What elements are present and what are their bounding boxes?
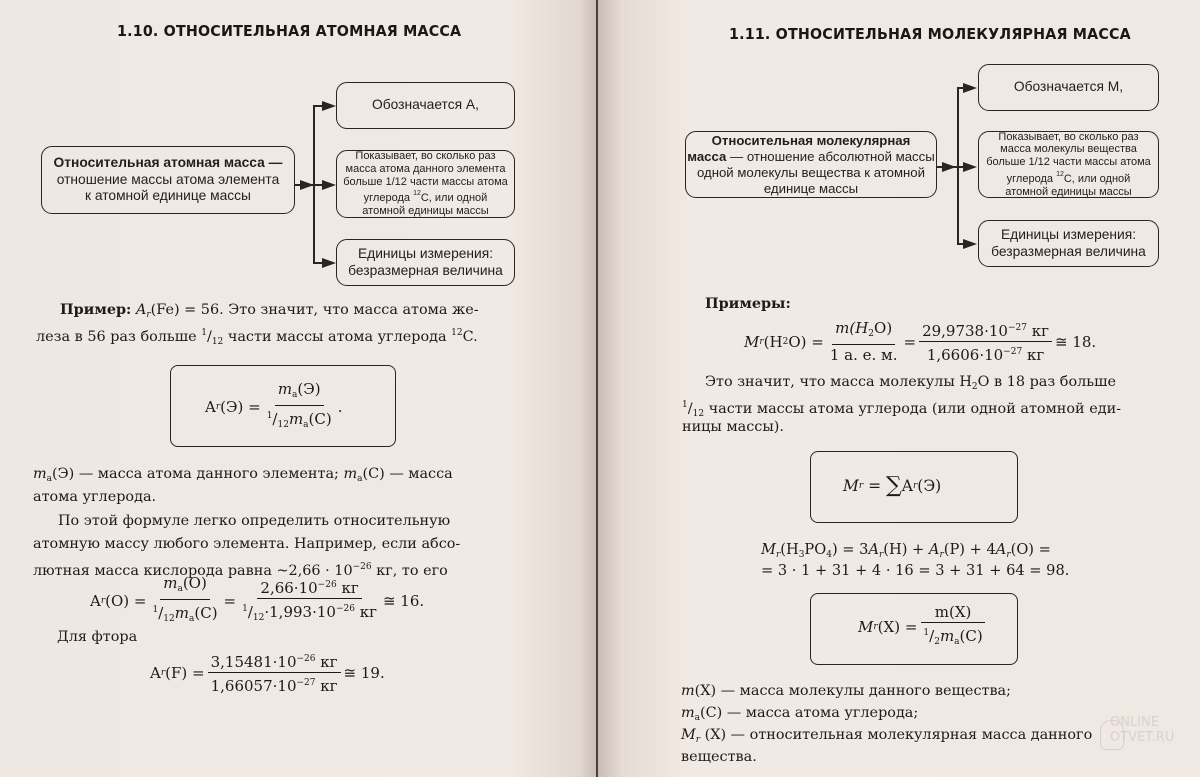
fraction: [920, 603, 985, 651]
formula-text: (Э) =: [220, 398, 261, 416]
meaning-text: углерода: [1006, 172, 1057, 185]
symbol: m: [33, 466, 47, 482]
formula-text: (O): [182, 574, 207, 592]
formula-text: m(H: [835, 319, 869, 337]
fraction-denominator: 12: [211, 337, 224, 347]
explanation-text: части массы атома углерода (или одной атомной еди-: [704, 401, 1122, 417]
legend-line-2: атома углерода.: [33, 489, 157, 505]
explanation-text: O в 18 раз больше: [977, 374, 1116, 390]
formula-text: (H: [763, 332, 783, 351]
example-text: части массы атома углерода: [223, 329, 452, 345]
fluorine-label: Для фтора: [57, 629, 138, 645]
formula-text: (Э): [297, 380, 321, 398]
watermark-line: ONLINE: [1110, 715, 1159, 730]
paragraph-text: лютная масса кислорода равна ~2,66 · 10: [33, 563, 353, 579]
formula-text: (C): [194, 604, 218, 622]
definition-line: единице массы: [763, 180, 859, 196]
exponent: −27: [1007, 323, 1027, 333]
arrow-icon: [963, 83, 977, 93]
example-label: Пример:: [60, 301, 132, 318]
subscript: r: [939, 550, 944, 560]
formula-text: 2,66·10: [260, 578, 318, 597]
formula-text: 3,15481·10: [210, 653, 297, 671]
formula-text: 1,66057·10: [210, 677, 297, 695]
subscript: r: [878, 550, 884, 560]
fraction-numerator: 1: [682, 400, 688, 410]
exponent: −26: [352, 562, 372, 572]
subscript: r: [912, 480, 918, 491]
units-line: безразмерная величина: [991, 243, 1146, 259]
units-line: безразмерная величина: [348, 262, 503, 278]
subscript: r: [146, 310, 151, 320]
legend-text: (Э) — масса атома данного элемента;: [52, 466, 344, 482]
subscript: r: [759, 336, 764, 347]
fraction-denominator: 12: [277, 420, 289, 430]
symbol: M: [681, 727, 696, 743]
symbol: m: [288, 410, 304, 428]
meaning-box: [336, 150, 515, 218]
exponent: −26: [317, 579, 337, 590]
isotope-superscript: 12: [451, 328, 463, 338]
unit: кг: [315, 677, 338, 695]
numerator: [275, 380, 324, 406]
subscript: a: [954, 637, 960, 647]
units-line: Единицы измерения:: [357, 245, 494, 261]
symbol: A: [995, 541, 1007, 558]
legend-text: (C) — масса: [362, 466, 453, 482]
symbol: M: [744, 332, 760, 351]
formula-text: 1,6606·10: [926, 346, 1004, 364]
formula-text: (Э): [917, 476, 942, 495]
fraction: [208, 650, 341, 695]
definition-line: [687, 149, 934, 165]
subscript: a: [177, 584, 183, 594]
subscript: r: [1006, 550, 1011, 560]
notation-text: Обозначается M,: [1013, 79, 1124, 95]
meaning-text: углерода: [363, 192, 414, 205]
meaning-line: больше 1/12 части массы атома: [343, 175, 508, 188]
definition-box: [41, 146, 295, 214]
isotope-superscript: 12: [1056, 170, 1064, 178]
paragraph-line: По этой формуле легко определить относительную: [58, 513, 451, 529]
subscript: 3: [798, 550, 805, 560]
definition-line: к атомной единице массы: [85, 188, 251, 204]
meaning-line: атомной единицы массы: [1005, 185, 1132, 198]
units-box: [978, 220, 1159, 267]
denominator: $^1/_{12}\cdot 1,993\cdot 10^{-26}$ кг: [242, 602, 377, 623]
fraction: [150, 574, 221, 628]
subscript: r: [858, 480, 864, 491]
symbol: A: [135, 302, 147, 318]
denominator: [924, 342, 1047, 364]
fraction-denominator: 12: [163, 614, 175, 624]
formula-text: m(X): [934, 603, 972, 621]
formula-text: (P) + 4: [943, 541, 996, 558]
formula-water: [744, 319, 1096, 364]
example-line-2: леза в 56 раз больше $^1/_{12}$ части массы атома углерода $^{12}$C.: [36, 328, 478, 347]
symbol: m: [343, 466, 358, 482]
subscript: r: [775, 550, 781, 560]
symbol: m: [681, 705, 695, 721]
meaning-box: [978, 131, 1159, 198]
subscript: a: [46, 474, 53, 484]
legend-text: (X) — относительная молекулярная масса данного: [700, 727, 1093, 743]
exponent: −27: [1003, 347, 1023, 357]
meaning-line: больше 1/12 части массы атома: [986, 156, 1151, 169]
formula-text: =: [223, 592, 237, 610]
unit: кг: [1022, 346, 1045, 364]
formula-text: PO: [804, 541, 827, 558]
explanation-text: Это значит, что масса молекулы H: [705, 374, 972, 390]
formula-text: (O) =: [105, 592, 147, 610]
formula-text: (X) =: [877, 618, 918, 636]
unit: кг: [354, 602, 377, 621]
subscript: r: [160, 667, 166, 678]
symbol: A: [205, 398, 216, 416]
fraction-numerator: 1: [201, 328, 207, 338]
notation-text: Обозначается A,: [372, 97, 479, 113]
subscript: r: [100, 596, 106, 606]
meaning-line: масса молекулы вещества: [1000, 143, 1137, 156]
formula-text: 29,9738·10: [922, 322, 1008, 340]
subscript: a: [303, 420, 309, 430]
definition-line: отношение массы атома элемента: [56, 171, 280, 187]
fraction-numerator: 1: [242, 603, 248, 614]
symbol: M: [761, 541, 776, 558]
formula-h3po4-line-2: = 3 · 1 + 31 + 4 · 16 = 3 + 31 + 64 = 98.: [761, 562, 1070, 579]
paragraph-text: кг, то его: [371, 563, 448, 579]
formula-text: (F) =: [165, 663, 205, 682]
denominator: 1 а. е. м.: [829, 346, 898, 364]
definition-text: — отношение абсолютной массы: [726, 148, 935, 164]
section-heading-1-10: 1.10. ОТНОСИТЕЛЬНАЯ АТОМНАЯ МАССА: [117, 22, 462, 40]
formula-result: ≅ 19.: [343, 663, 385, 682]
formula-text: (O) =: [1010, 541, 1051, 558]
subscript: 2: [971, 382, 978, 392]
numerator: [832, 319, 895, 345]
fraction: [264, 380, 335, 434]
unit: кг: [1026, 322, 1049, 340]
numerator: [919, 319, 1052, 342]
fraction-numerator: 1: [923, 628, 930, 638]
fraction-numerator: 1: [266, 411, 273, 421]
numerator: [208, 650, 341, 673]
meaning-line: масса атома данного элемента: [345, 162, 506, 175]
watermark: [1110, 715, 1174, 745]
definition-title: Относительная атомная масса —: [53, 155, 283, 171]
fraction-denominator: 2: [934, 637, 940, 647]
denominator: $^1/_{12}m_a(C)$: [266, 410, 332, 430]
numerator: [160, 574, 210, 600]
subscript: r: [695, 735, 701, 745]
isotope-superscript: 12: [413, 190, 421, 198]
symbol: M: [843, 476, 859, 495]
numerator: [257, 576, 361, 599]
fraction: [239, 576, 380, 627]
symbol: A: [901, 476, 913, 495]
arrow-icon: [963, 239, 977, 249]
example-text: (Fe) = 56. Это значит, что масса атома же-: [150, 302, 479, 318]
subscript: 2: [782, 336, 789, 347]
subscript: 2: [868, 329, 875, 339]
symbol: M: [858, 618, 874, 636]
fraction: [919, 319, 1052, 364]
section-heading-1-11: 1.11. ОТНОСИТЕЛЬНАЯ МОЛЕКУЛЯРНАЯ МАССА: [729, 25, 1131, 43]
meaning-line: Показывает, во сколько раз: [998, 130, 1139, 143]
formula-result: ≅ 16.: [382, 592, 425, 610]
exponent: −26: [335, 603, 355, 614]
meaning-text: C, или одной: [1063, 172, 1131, 185]
sigma-symbol: ∑: [886, 473, 902, 498]
formula-text: =: [863, 476, 887, 495]
symbol: m: [939, 627, 955, 645]
subscript: 4: [826, 550, 832, 560]
arrow-icon: [322, 180, 336, 190]
left-page: [0, 0, 597, 777]
formula-text: .: [337, 398, 343, 416]
fraction-denominator: 12: [252, 612, 265, 623]
symbol: m: [277, 380, 293, 398]
example-text: леза в 56 раз больше: [36, 329, 202, 345]
symbol: A: [868, 541, 879, 558]
explanation-line: $^1/_{12}$ части массы атома углерода (или одной атомной еди-: [682, 400, 1122, 419]
denominator: $^1/_{12}m_a(C)$: [152, 604, 218, 624]
fraction: [827, 319, 901, 364]
arrow-icon: [942, 162, 956, 172]
exponent: −27: [296, 678, 316, 688]
subscript: r: [215, 402, 221, 412]
formula-ar: [205, 380, 343, 434]
unit: кг: [315, 653, 338, 671]
denominator: $^1/_2m_a(C)$: [923, 627, 983, 647]
formula-oxygen: [90, 574, 424, 628]
notation-box: [978, 64, 1159, 111]
definition-line: одной молекулы вещества к атомной: [696, 164, 926, 180]
formula-text: (C): [308, 410, 332, 428]
formula-sum: [843, 473, 941, 498]
arrow-icon: [300, 180, 314, 190]
denominator: [208, 673, 341, 695]
definition-box: [685, 131, 937, 198]
exponent: −26: [296, 654, 316, 664]
formula-text: (H) +: [883, 541, 929, 558]
units-line: Единицы измерения:: [1000, 226, 1137, 242]
meaning-text: C, или одной: [420, 192, 488, 205]
subscript: a: [188, 614, 195, 624]
arrow-icon: [322, 101, 336, 111]
subscript: r: [873, 622, 878, 632]
formula-text: O) =: [788, 332, 824, 351]
examples-label: Примеры:: [705, 295, 791, 312]
formula-result: ≅ 18.: [1054, 332, 1097, 351]
explanation-line: ницы массы).: [682, 419, 784, 435]
symbol: A: [150, 663, 161, 682]
formula-text: =: [903, 332, 917, 351]
formula-text: O): [874, 319, 893, 337]
meaning-line: [986, 169, 1151, 186]
definition-title: Относительная молекулярная: [711, 132, 911, 148]
symbol: m: [681, 683, 695, 699]
meaning-line: атомной единицы массы: [362, 205, 489, 218]
arrow-icon: [963, 162, 977, 172]
formula-text: ·1,993·10: [264, 602, 336, 621]
fraction-numerator: 1: [152, 605, 159, 615]
legend-text: (C) — масса атома углерода;: [700, 705, 919, 721]
units-box: [336, 239, 515, 286]
arrow-icon: [322, 258, 336, 268]
meaning-line: Показывает, во сколько раз: [355, 150, 496, 163]
subscript: a: [694, 713, 701, 723]
legend-line-1: [681, 680, 1011, 703]
notation-box: [336, 82, 515, 129]
meaning-line: [343, 188, 508, 205]
legend-text: (X) — масса молекулы данного вещества;: [694, 683, 1011, 699]
watermark-line: OTVET.RU: [1110, 730, 1175, 745]
formula-mx: [858, 603, 989, 651]
symbol: A: [928, 541, 940, 558]
symbol: m: [174, 604, 189, 622]
symbol: m: [163, 574, 178, 592]
subscript: a: [292, 390, 298, 400]
legend-line-4: вещества.: [681, 749, 757, 765]
fraction-denominator: 12: [692, 409, 705, 419]
unit: кг: [336, 578, 359, 597]
numerator: [921, 603, 986, 623]
formula-text: (H: [780, 541, 799, 558]
paragraph-line: атомную массу любого элемента. Например, если абсо-: [33, 536, 461, 552]
formula-text: (C): [959, 627, 983, 645]
formula-fluorine: [150, 650, 385, 695]
example-text: C.: [462, 329, 478, 345]
subscript: a: [357, 474, 363, 484]
formula-text: ) = 3: [831, 541, 869, 558]
symbol: A: [90, 592, 101, 610]
definition-title: масса: [687, 148, 727, 164]
